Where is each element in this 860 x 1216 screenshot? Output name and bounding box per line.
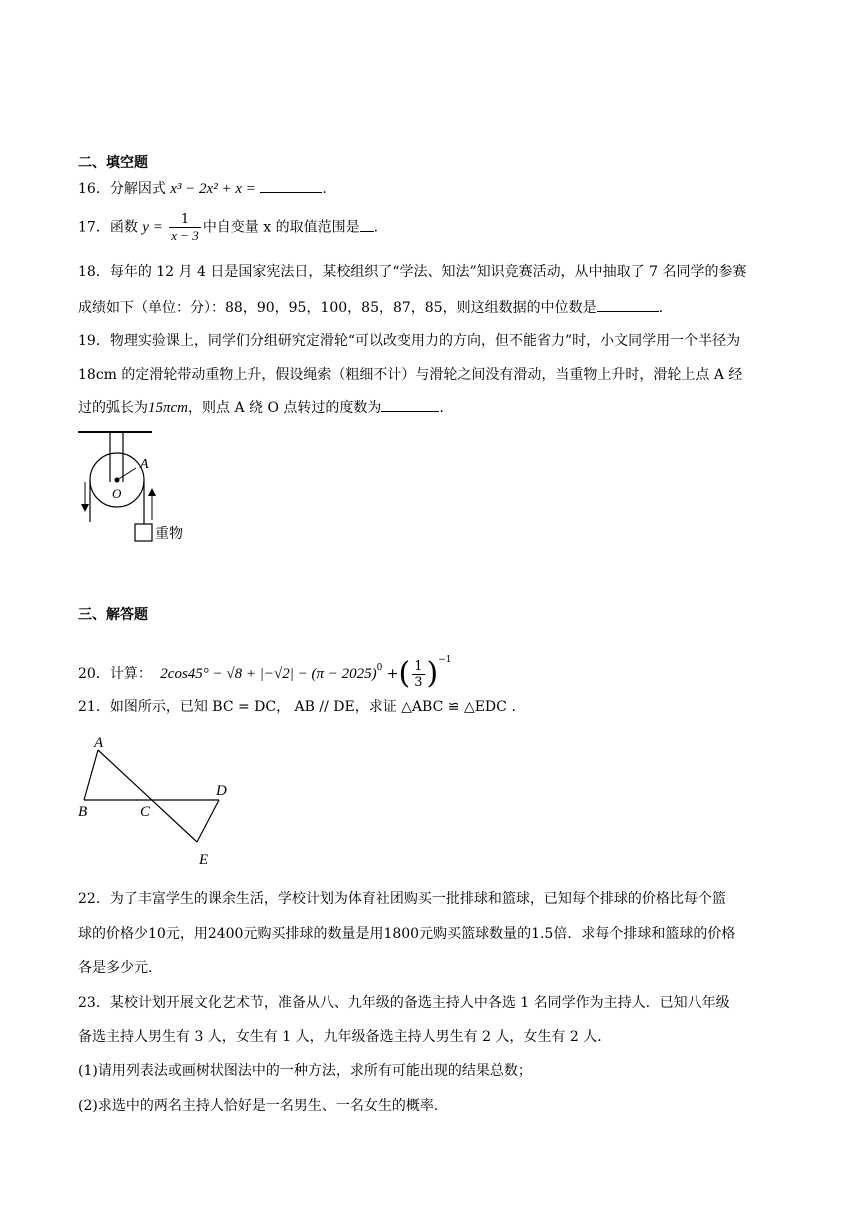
right-paren: ) <box>426 656 439 691</box>
plus-sign: + <box>386 666 399 682</box>
segment-ae <box>98 750 197 842</box>
left-paren: ( <box>398 656 411 691</box>
answer-blank <box>381 397 439 412</box>
question-text: 为了丰富学生的课余生活，学校计划为体育社团购买一批排球和篮球，已知每个排球的价格比每个篮 <box>109 891 726 907</box>
question-number: 19． <box>78 333 110 349</box>
weight-label: 重物 <box>155 526 183 542</box>
question-23-sub-1 <box>78 1061 532 1081</box>
fraction-numerator: 1 <box>169 212 201 228</box>
question-18-line-1 <box>78 262 746 282</box>
arrow-up-icon <box>148 488 156 496</box>
answer-blank <box>260 178 322 193</box>
question-text: 过的弧长为 <box>78 400 148 416</box>
math-expression: x³ − 2x² + x = <box>170 181 256 197</box>
segment-de <box>197 800 219 842</box>
label-b: B <box>78 804 88 820</box>
arrow-down-icon <box>81 504 89 512</box>
question-text: 物理实验课上，同学们分组研究定滑轮“可以改变用力的方向，但不能省力”时，小文同学用一个半径为 <box>109 333 741 349</box>
question-text: 如图所示，已知 BC = DC， AB // DE，求证 △ABC ≌ △EDC . <box>109 699 516 715</box>
fraction-numerator: 1 <box>414 658 423 674</box>
question-number: 20． <box>78 666 110 682</box>
weight-box <box>135 524 152 541</box>
label-o: O <box>112 486 122 501</box>
question-19-line-1 <box>78 331 740 351</box>
question-number: 22． <box>78 891 110 907</box>
question-text: (2)求选中的两名主持人恰好是一名男生、一名女生的概率. <box>78 1098 439 1114</box>
exponent-zero: 0 <box>376 663 383 673</box>
question-text: ，则点 A 绕 O 点转过的度数为 <box>188 400 382 416</box>
question-text: 函数 <box>109 219 138 236</box>
label-c: C <box>140 804 151 820</box>
question-text: 某校计划开展文化艺术节，准备从八、九年级的备选主持人中各选 1 名同学作为主持人．已知八年级 <box>109 995 730 1011</box>
question-20 <box>78 645 452 690</box>
question-text: 分解因式 <box>109 181 166 197</box>
question-text: 每年的 12 月 4 日是国家宪法日，某校组织了“学法、知法”知识竞赛活动，从中抽取了 7 名同学的参赛 <box>109 264 747 280</box>
question-text: 备选主持人男生有 3 人，女生有 1 人，九年级备选主持人男生有 2 人，女生有 2 人． <box>78 1029 612 1045</box>
question-22-line-1 <box>78 889 726 909</box>
question-19-line-3 <box>78 397 444 418</box>
section-title-fill-in: 二、填空题 <box>78 155 148 171</box>
question-19-line-2 <box>78 365 742 385</box>
question-text: 球的价格少10元，用2400元购买排球的数量是用1800元购买篮球数量的1.5倍．求每个排球和篮球的价格 <box>78 926 736 942</box>
question-text: (1)请用列表法或画树状图法中的一种方法，求所有可能出现的结果总数； <box>78 1063 532 1079</box>
question-23-line-1 <box>78 993 730 1013</box>
radius-line <box>117 468 136 480</box>
fraction-denominator: 3 <box>414 674 423 690</box>
segment-ab <box>84 750 98 800</box>
triangles-figure <box>74 730 244 870</box>
math-expression: 2cos45° − √8 + |−√2| − (π − 2025) <box>160 666 377 682</box>
period: . <box>322 181 327 197</box>
label-a: A <box>94 735 104 751</box>
question-text: 各是多少元. <box>78 960 153 976</box>
question-number: 21． <box>78 699 110 715</box>
arc-length: 15πcm <box>148 400 189 416</box>
question-number: 16． <box>78 181 110 197</box>
section-title-solve: 三、解答题 <box>78 607 148 623</box>
question-23-sub-2 <box>78 1096 438 1116</box>
fraction-denominator: x − 3 <box>171 228 199 243</box>
fraction <box>412 659 424 690</box>
question-text: 中自变量 x 的取值范围是 <box>202 219 360 236</box>
question-number: 17． <box>78 219 110 236</box>
question-text: 18cm 的定滑轮带动重物上升，假设绳索（粗细不计）与滑轮之间没有滑动，当重物上升时，滑轮上点 A 经 <box>78 367 743 383</box>
question-23-line-2 <box>78 1027 611 1047</box>
period: . <box>373 219 379 236</box>
question-22-line-3 <box>78 958 152 978</box>
question-18-line-2 <box>78 297 663 318</box>
label-d: D <box>216 783 227 799</box>
answer-blank <box>597 297 659 312</box>
period: . <box>658 300 664 316</box>
label-e: E <box>199 852 209 868</box>
question-number: 18． <box>78 264 110 280</box>
question-21 <box>78 697 516 717</box>
question-22-line-2 <box>78 924 735 944</box>
exponent-neg-one: −1 <box>438 655 452 665</box>
question-text: 计算： <box>109 666 152 682</box>
question-text: 成绩如下（单位：分）：88，90，95，100，85，87，85，则这组数据的中位数是 <box>78 300 597 316</box>
period: . <box>439 400 444 416</box>
question-16 <box>78 178 327 199</box>
question-17 <box>78 212 378 243</box>
question-number: 23． <box>78 995 110 1011</box>
function-name: y = <box>142 219 163 236</box>
label-a: A <box>140 457 149 472</box>
answer-blank <box>360 217 374 232</box>
fraction <box>169 212 201 243</box>
pulley-figure <box>74 424 204 548</box>
